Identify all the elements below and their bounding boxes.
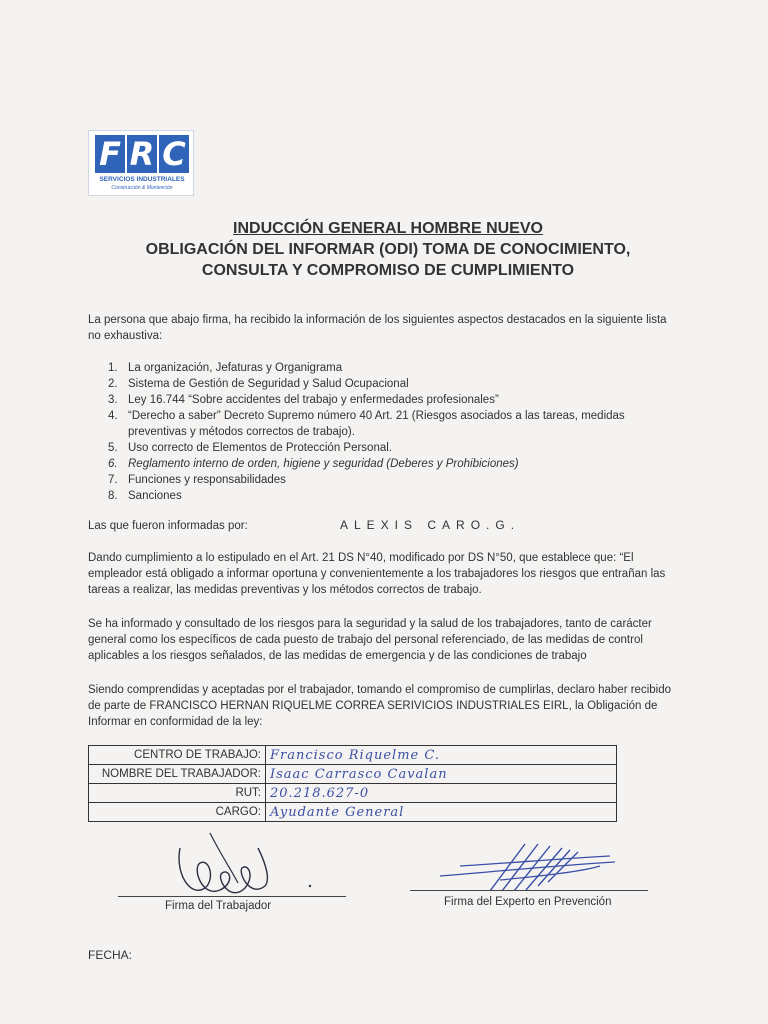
field-label: CENTRO DE TRABAJO: <box>89 746 266 765</box>
list-item: 5. Uso correcto de Elementos de Protección Personal. <box>108 442 392 454</box>
field-label: RUT: <box>89 784 266 803</box>
field-value: Francisco Riquelme C. <box>266 746 617 765</box>
logo-letter: F <box>95 135 125 173</box>
worker-signature-line <box>118 896 346 897</box>
table-row <box>89 765 617 784</box>
table-row <box>89 784 617 803</box>
list-item: 2. Sistema de Gestión de Seguridad y Salud Ocupacional <box>108 378 409 390</box>
frc-logo <box>88 130 194 196</box>
field-value: 20.218.627-0 <box>266 784 617 803</box>
field-label: NOMBRE DEL TRABAJADOR: <box>89 765 266 784</box>
title-line-2: OBLIGACIÓN DEL INFORMAR (ODI) TOMA DE CONOCIMIENTO, <box>145 241 631 258</box>
logo-subtitle: SERVICIOS INDUSTRIALES <box>99 176 185 183</box>
acceptance-paragraph: Siendo comprendidas y aceptadas por el trabajador, tomando el compromiso de cumplirlas, declaro haber recibido de parte de FRANCISCO HERNAN RIQUELME CORREA SERIVICIOS INDUSTRIALES EIRL, la Obligación de Informar en conformidad de la ley: <box>88 684 671 728</box>
document-title <box>88 218 688 281</box>
logo-letter: R <box>127 135 157 173</box>
title-line-1: INDUCCIÓN GENERAL HOMBRE NUEVO <box>233 220 543 237</box>
worker-signature-label: Firma del Trabajador <box>165 900 272 912</box>
expert-signature <box>430 836 630 896</box>
list-item: 7. Funciones y responsabilidades <box>108 474 286 486</box>
intro-paragraph: La persona que abajo firma, ha recibido la información de los siguientes aspectos destacados en la siguiente lista no exhaustiva: <box>88 314 667 342</box>
risks-paragraph: Se ha informado y consultado de los riesgos para la seguridad y la salud de los trabajadores, tanto de carácter general como los específicos de cada puesto de trabajo del personal referenciado, de las medidas de control aplicables a los riesgos señalados, de las medidas de emergencia y de las condiciones de trabajo <box>88 618 652 662</box>
logo-letter: C <box>159 135 189 173</box>
list-item: 8. Sanciones <box>108 490 182 502</box>
worker-data-table <box>88 745 617 822</box>
field-value: Isaac Carrasco Cavalan <box>266 765 617 784</box>
informed-by-name: ALEXIS CARO.G. <box>340 518 521 532</box>
list-item: 6. Reglamento interno de orden, higiene y seguridad (Deberes y Prohibiciones) <box>108 458 519 470</box>
field-value: Ayudante General <box>266 803 617 822</box>
title-line-3: CONSULTA Y COMPROMISO DE CUMPLIMIENTO <box>201 262 575 279</box>
expert-signature-label: Firma del Experto en Prevención <box>444 896 612 908</box>
table-row <box>89 803 617 822</box>
date-label: FECHA: <box>88 948 133 962</box>
list-item: 1. La organización, Jefaturas y Organigrama <box>108 362 343 374</box>
aspects-list <box>88 360 678 504</box>
informed-by-label: Las que fueron informadas por: <box>88 520 248 532</box>
field-label: CARGO: <box>89 803 266 822</box>
legal-paragraph: Dando cumplimiento a lo estipulado en el Art. 21 DS N°40, modificado por DS N°50, que establece que: “El empleador está obligado a informar oportuna y convenientemente a los trabajadores los riesgos que entrañan las tareas a realizar, las medidas preventivas y los métodos correctos de trabajo. <box>88 552 666 596</box>
logo-letters <box>95 135 189 173</box>
list-item: 3. Ley 16.744 “Sobre accidentes del trabajo y enfermedades profesionales” <box>108 394 499 406</box>
logo-tagline: Construcción & Montención <box>111 185 173 191</box>
expert-signature-line <box>410 890 648 891</box>
list-item: 4. “Derecho a saber” Decreto Supremo número 40 Art. 21 (Riesgos asociados a las tareas, medidas preventivas y métodos correctos de trabajo). <box>108 410 625 438</box>
table-row <box>89 746 617 765</box>
